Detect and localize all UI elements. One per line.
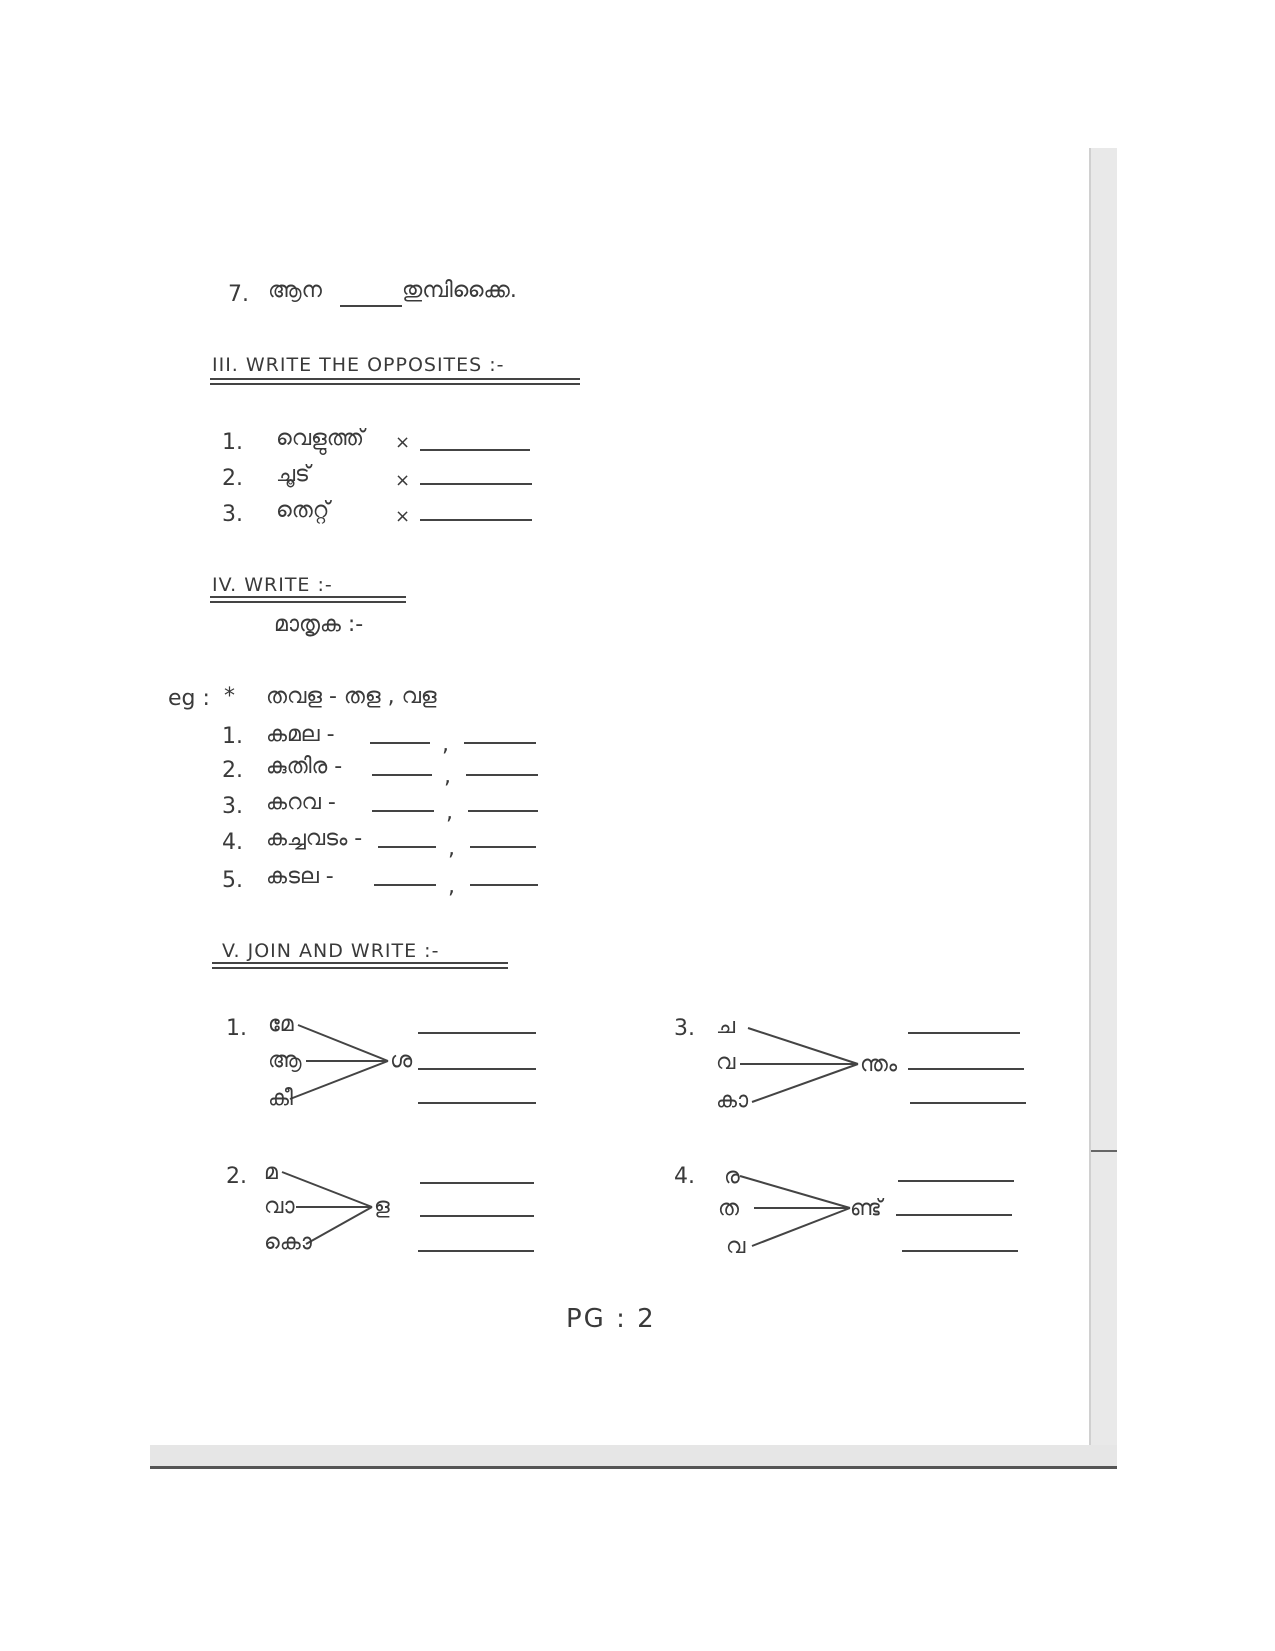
write-heading: IV. WRITE :- [212,574,333,596]
join-heading: V. JOIN AND WRITE :- [222,940,440,962]
item-number: 1. [226,1016,247,1041]
page-number: PG : 2 [566,1304,656,1334]
item-number: 1. [222,430,243,455]
join-left-syllable[interactable]: വ [726,1234,746,1259]
item-number: 4. [222,830,243,855]
item-number: 1. [222,724,243,749]
fill-item-number: 7. [228,282,249,307]
join-left-syllable[interactable]: ത [718,1196,739,1221]
answer-blank[interactable] [898,1180,1014,1182]
comma-separator: , [444,764,451,789]
item-word: തെറ്റ് [276,498,330,523]
write-subheading: മാതൃക :- [274,612,364,637]
join-right-syllable[interactable]: ശ [390,1048,413,1073]
item-word: കറവ - [266,790,336,815]
answer-blank[interactable] [420,1215,534,1217]
comma-separator: , [448,874,455,899]
join-left-syllable[interactable]: ആ [268,1048,302,1073]
join-left-syllable[interactable]: മേ [268,1012,294,1037]
item-number: 4. [674,1164,695,1189]
answer-blank[interactable] [902,1250,1018,1252]
comma-separator: , [446,800,453,825]
times-icon: × [395,470,411,491]
answer-blank[interactable] [908,1068,1024,1070]
asterisk-icon: * [224,684,235,709]
answer-blank[interactable] [910,1102,1026,1104]
answer-blank[interactable] [418,1250,534,1252]
times-icon: × [395,432,411,453]
join-left-syllable[interactable]: കാ [716,1088,749,1113]
answer-blank[interactable] [420,1182,534,1184]
join-left-syllable[interactable]: വ [716,1050,736,1075]
answer-blank[interactable] [908,1032,1020,1034]
comma-separator: , [448,836,455,861]
opposites-heading: III. WRITE THE OPPOSITES :- [212,354,505,376]
comma-separator: , [442,732,449,757]
item-number: 5. [222,868,243,893]
join-right-syllable[interactable]: ന്തം [860,1052,898,1077]
join-right-syllable[interactable]: ണ്ട് [850,1196,882,1221]
join-left-syllable[interactable]: കീ [268,1086,293,1111]
times-icon: × [395,506,411,527]
join-left-syllable[interactable]: കൊ [264,1230,312,1255]
item-word: കമല - [266,722,335,747]
join-left-syllable[interactable]: മ [264,1160,278,1185]
item-word: കടല - [266,864,334,889]
answer-blank[interactable] [418,1068,536,1070]
item-number: 2. [222,758,243,783]
answer-blank[interactable] [896,1214,1012,1216]
answer-blank[interactable] [418,1032,536,1034]
fill-item-after: തുമ്പിക്കൈ. [402,278,517,303]
join-right-syllable[interactable]: ള [374,1194,390,1219]
item-word: കുതിര - [266,754,343,779]
item-number: 2. [226,1164,247,1189]
item-number: 3. [222,794,243,819]
fill-item-before: ആന [268,278,322,303]
item-word: ചൂട് [276,462,310,487]
join-left-syllable[interactable]: ച [716,1014,736,1039]
item-word: കച്ചവടം - [266,826,363,851]
item-number: 2. [222,466,243,491]
item-word: വെളുത്ത് [276,426,365,451]
answer-blank[interactable] [418,1102,536,1104]
join-left-syllable[interactable]: ര [724,1164,740,1189]
example-text: തവള - തള , വള [266,684,437,709]
item-number: 3. [222,502,243,527]
item-number: 3. [674,1016,695,1041]
join-left-syllable[interactable]: വാ [264,1194,295,1219]
example-label: eg : [168,686,210,711]
